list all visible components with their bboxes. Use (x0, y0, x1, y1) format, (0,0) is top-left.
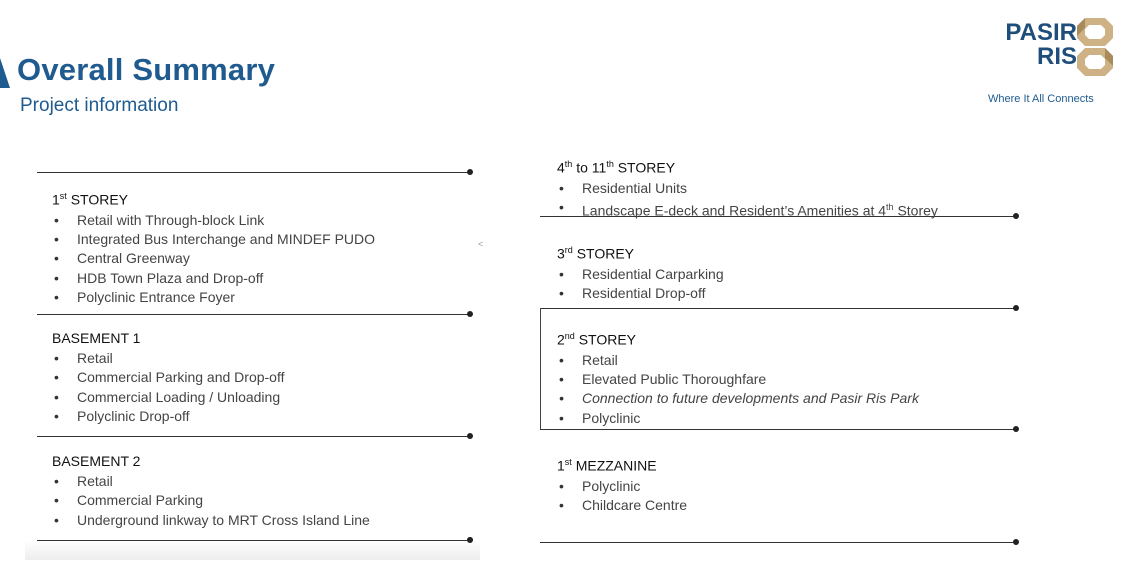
list-item: • Retail (557, 351, 919, 370)
list-item: • Elevated Public Thoroughfare (557, 370, 919, 389)
logo-tagline: Where It All Connects (988, 93, 1094, 105)
list-item: • Commercial Loading / Unloading (52, 388, 285, 407)
logo-mark-icon (1077, 18, 1113, 76)
list-item: • HDB Town Plaza and Drop-off (52, 269, 375, 288)
section-title: BASEMENT 2 (52, 453, 141, 469)
section-1st-storey (52, 187, 375, 307)
section-title: BASEMENT 1 (52, 330, 141, 346)
section-basement-2 (52, 452, 370, 530)
list-item: • Retail with Through-block Link (52, 211, 375, 230)
divider-dot (1013, 426, 1019, 432)
page-subtitle: Project information (20, 95, 179, 116)
list-item: • Polyclinic (557, 409, 919, 428)
section-1st-mezzanine (557, 453, 687, 515)
list-item: • Residential Carparking (557, 265, 724, 284)
stray-mark: < (478, 239, 484, 249)
section-4th-to-11th-storey (557, 155, 938, 221)
bottom-shade (25, 540, 480, 560)
section-2nd-storey (557, 327, 919, 428)
divider-dot (1013, 305, 1019, 311)
list-item: • Polyclinic (557, 477, 687, 496)
section-title: 2nd STOREY (557, 331, 637, 348)
divider-dot (467, 537, 473, 543)
divider-dot (467, 311, 473, 317)
list-item: • Integrated Bus Interchange and MINDEF PUDO (52, 230, 375, 249)
page-title: Overall Summary (17, 52, 276, 87)
list-item: • Retail (52, 349, 285, 368)
logo-word-ris: RIS (1036, 43, 1077, 70)
list-item: • Connection to future developments and Pasir Ris Park (557, 389, 919, 408)
section-title: 1st MEZZANINE (557, 457, 657, 474)
divider-line (37, 436, 470, 437)
divider-line (37, 314, 470, 315)
divider-dot (467, 169, 473, 175)
divider-line (37, 540, 470, 541)
section-basement-1 (52, 329, 285, 426)
section-title: 1st STOREY (52, 191, 129, 208)
title-accent-shape (0, 58, 10, 88)
pasir-ris-logo (987, 16, 1117, 106)
section-title: 4th to 11th STOREY (557, 159, 676, 176)
section-title: 3rd STOREY (557, 245, 635, 262)
divider-dot (1013, 213, 1019, 219)
list-item: • Residential Units (557, 179, 938, 198)
list-item: • Commercial Parking (52, 491, 370, 510)
divider-line (540, 308, 1016, 309)
list-item: • Commercial Parking and Drop-off (52, 368, 285, 387)
bracket-line (540, 308, 541, 430)
list-item: • Polyclinic Drop-off (52, 407, 285, 426)
list-item: • Polyclinic Entrance Foyer (52, 288, 375, 307)
divider-dot (1013, 539, 1019, 545)
divider-line (37, 172, 470, 173)
divider-dot (467, 433, 473, 439)
list-item: • Residential Drop-off (557, 284, 724, 303)
divider-line (540, 429, 1016, 430)
list-item: • Childcare Centre (557, 496, 687, 515)
section-3rd-storey (557, 241, 724, 303)
divider-line (540, 542, 1016, 543)
list-item: • Central Greenway (52, 249, 375, 268)
logo-word-pasir: PASIR (1005, 19, 1077, 46)
list-item: • Retail (52, 472, 370, 491)
list-item: • Landscape E-deck and Resident’s Amenities at 4th Storey (557, 198, 938, 221)
list-item: • Underground linkway to MRT Cross Island Line (52, 511, 370, 530)
